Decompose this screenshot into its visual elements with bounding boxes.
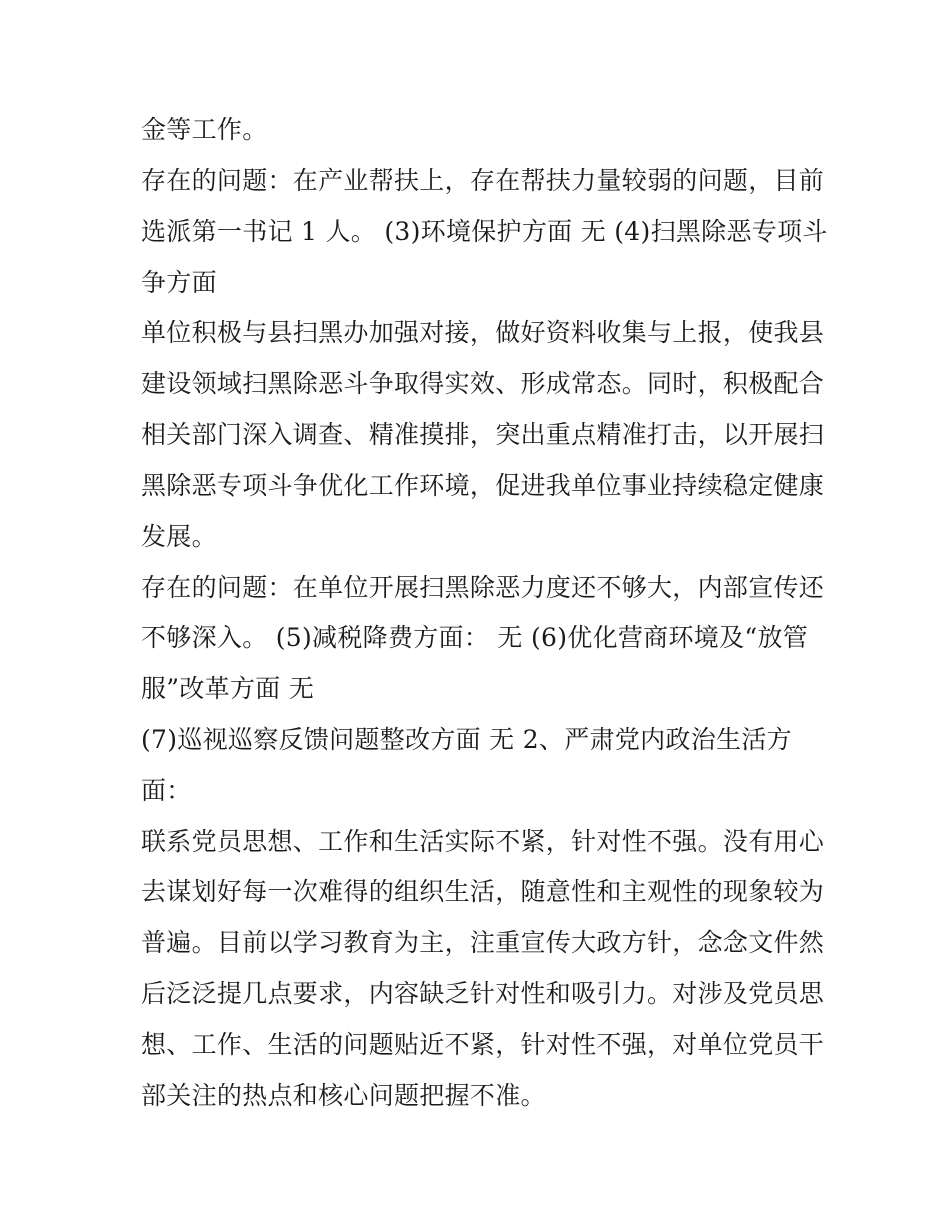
text-line: 联系党员思想、工作和生活实际不紧，针对性不强。没有用心 <box>141 827 825 856</box>
text-line: 单位积极与县扫黑办加强对接，做好资料收集与上报，使我县 <box>141 318 825 347</box>
text-line: 想、工作、生活的问题贴近不紧，针对性不强，对单位党员干 <box>141 1030 825 1059</box>
text-line: 存在的问题：在单位开展扫黑除恶力度还不够大，内部宣传还 <box>141 573 825 602</box>
text-line: 后泛泛提几点要求，内容缺乏针对性和吸引力。对涉及党员思 <box>141 979 825 1008</box>
text-line: (7)巡视巡察反馈问题整改方面 无 2、严肃党内政治生活方 <box>141 725 792 754</box>
text-line: 相关部门深入调查、精准摸排，突出重点精准打击，以开展扫 <box>141 420 825 449</box>
text-line: 金等工作。 <box>141 115 268 144</box>
text-line: 服”改革方面 无 <box>141 674 315 703</box>
text-line: 发展。 <box>141 522 217 551</box>
text-line: 面： <box>141 776 192 805</box>
text-line: 部关注的热点和核心问题把握不准。 <box>141 1081 546 1110</box>
text-line: 存在的问题：在产业帮扶上，存在帮扶力量较弱的问题，目前 <box>141 166 825 195</box>
text-line: 选派第一书记 1 人。 (3)环境保护方面 无 (4)扫黑除恶专项斗 <box>141 217 828 246</box>
text-line: 去谋划好每一次难得的组织生活，随意性和主观性的现象较为 <box>141 877 825 906</box>
text-line: 不够深入。 (5)减税降费方面： 无 (6)优化营商环境及“放管 <box>141 623 809 652</box>
text-line: 争方面 <box>141 268 217 297</box>
text-line: 建设领域扫黑除恶斗争取得实效、形成常态。同时，积极配合 <box>141 369 825 398</box>
text-line: 黑除恶专项斗争优化工作环境，促进我单位事业持续稳定健康 <box>141 471 825 500</box>
text-line: 普遍。目前以学习教育为主，注重宣传大政方针，念念文件然 <box>141 928 825 957</box>
